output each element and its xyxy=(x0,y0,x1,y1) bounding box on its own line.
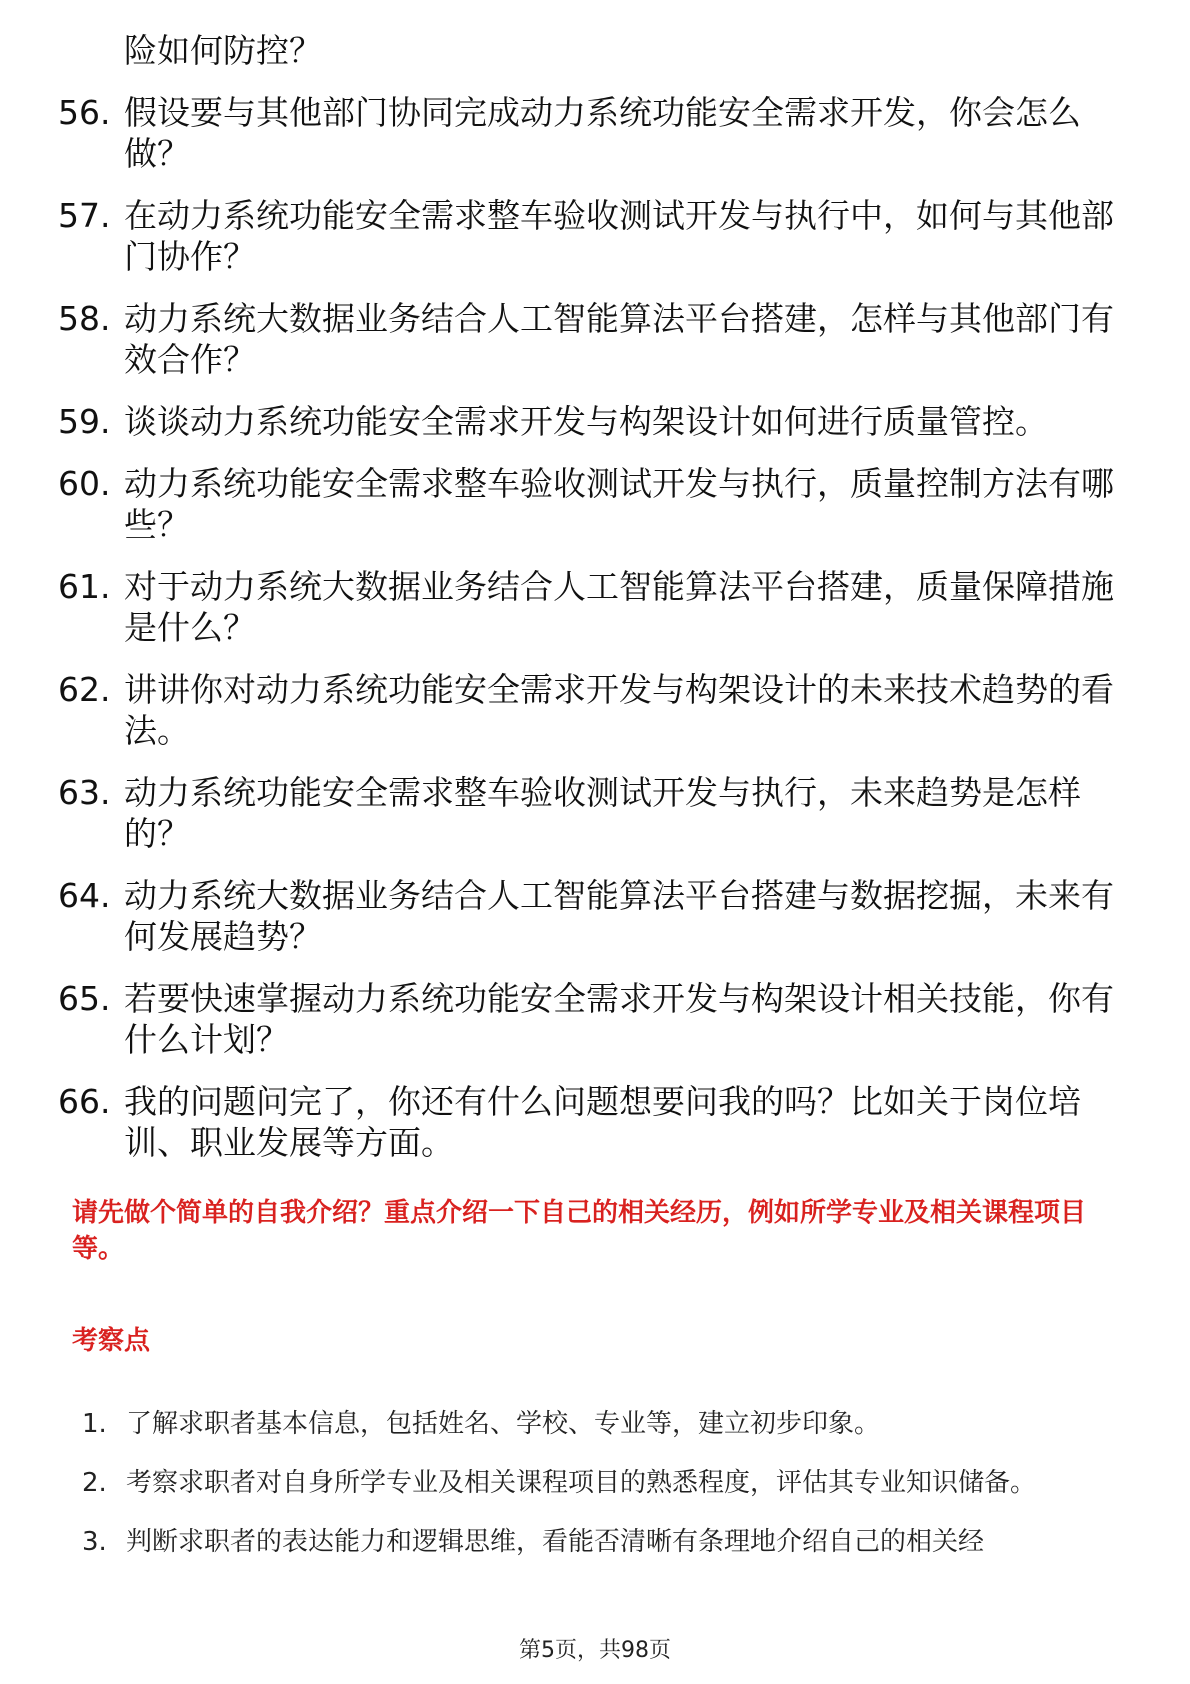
list-item xyxy=(82,1513,1112,1572)
question-text: 动力系统功能安全需求整车验收测试开发与执行，质量控制方法有哪些？ xyxy=(124,464,1114,544)
point-number: 2. xyxy=(82,1468,107,1498)
question-number: 65. xyxy=(58,979,111,1018)
list-item xyxy=(58,463,1118,545)
list-item-continuation xyxy=(58,30,1118,71)
question-number: 60. xyxy=(58,464,111,503)
page-number-footer: 第5页，共98页 xyxy=(519,1638,671,1663)
question-number: 56. xyxy=(58,93,111,132)
list-item xyxy=(82,1454,1112,1513)
point-number: 1. xyxy=(82,1409,107,1439)
list-item xyxy=(58,92,1118,174)
point-text: 判断求职者的表达能力和逻辑思维，看能否清晰有条理地介绍自己的相关经 xyxy=(126,1527,985,1557)
question-text: 假设要与其他部门协同完成动力系统功能安全需求开发，你会怎么做？ xyxy=(124,93,1081,173)
question-text: 若要快速掌握动力系统功能安全需求开发与构架设计相关技能，你有什么计划？ xyxy=(124,979,1114,1059)
question-number: 59. xyxy=(58,402,111,441)
list-item xyxy=(82,1395,1112,1454)
question-text: 谈谈动力系统功能安全需求开发与构架设计如何进行质量管控。 xyxy=(124,402,1048,441)
point-text: 考察求职者对自身所学专业及相关课程项目的熟悉程度，评估其专业知识储备。 xyxy=(126,1468,1037,1498)
question-text: 对于动力系统大数据业务结合人工智能算法平台搭建，质量保障措施是什么？ xyxy=(124,567,1114,647)
list-item xyxy=(58,401,1118,442)
point-text: 了解求职者基本信息，包括姓名、学校、专业等，建立初步印象。 xyxy=(126,1409,881,1439)
point-number: 3. xyxy=(82,1527,107,1557)
question-number: 58. xyxy=(58,299,111,338)
question-list xyxy=(58,30,1118,1184)
list-item xyxy=(58,566,1118,648)
list-item xyxy=(58,298,1118,380)
list-item xyxy=(58,195,1118,277)
section-question-heading: 请先做个简单的自我介绍？重点介绍一下自己的相关经历，例如所学专业及相关课程项目等。 xyxy=(72,1198,1087,1264)
question-text: 动力系统大数据业务结合人工智能算法平台搭建与数据挖掘，未来有何发展趋势？ xyxy=(124,876,1114,956)
question-number: 64. xyxy=(58,876,111,915)
question-text: 动力系统功能安全需求整车验收测试开发与执行，未来趋势是怎样的？ xyxy=(124,773,1081,853)
question-text: 动力系统大数据业务结合人工智能算法平台搭建，怎样与其他部门有效合作？ xyxy=(124,299,1114,379)
question-number: 57. xyxy=(58,196,111,235)
question-text: 在动力系统功能安全需求整车验收测试开发与执行中，如何与其他部门协作？ xyxy=(124,196,1114,276)
list-item xyxy=(58,875,1118,957)
question-number: 62. xyxy=(58,670,111,709)
question-number: 63. xyxy=(58,773,111,812)
list-item xyxy=(58,772,1118,854)
question-text: 我的问题问完了，你还有什么问题想要问我的吗？比如关于岗位培训、职业发展等方面。 xyxy=(124,1082,1081,1162)
list-item xyxy=(58,978,1118,1060)
question-text: 险如何防控？ xyxy=(124,31,322,70)
list-item xyxy=(58,669,1118,751)
assessment-points-list xyxy=(82,1395,1112,1572)
question-number: 61. xyxy=(58,567,111,606)
section-sub-heading: 考察点 xyxy=(72,1326,151,1356)
question-text: 讲讲你对动力系统功能安全需求开发与构架设计的未来技术趋势的看法。 xyxy=(124,670,1114,750)
question-number: 66. xyxy=(58,1082,111,1121)
list-item xyxy=(58,1081,1118,1163)
